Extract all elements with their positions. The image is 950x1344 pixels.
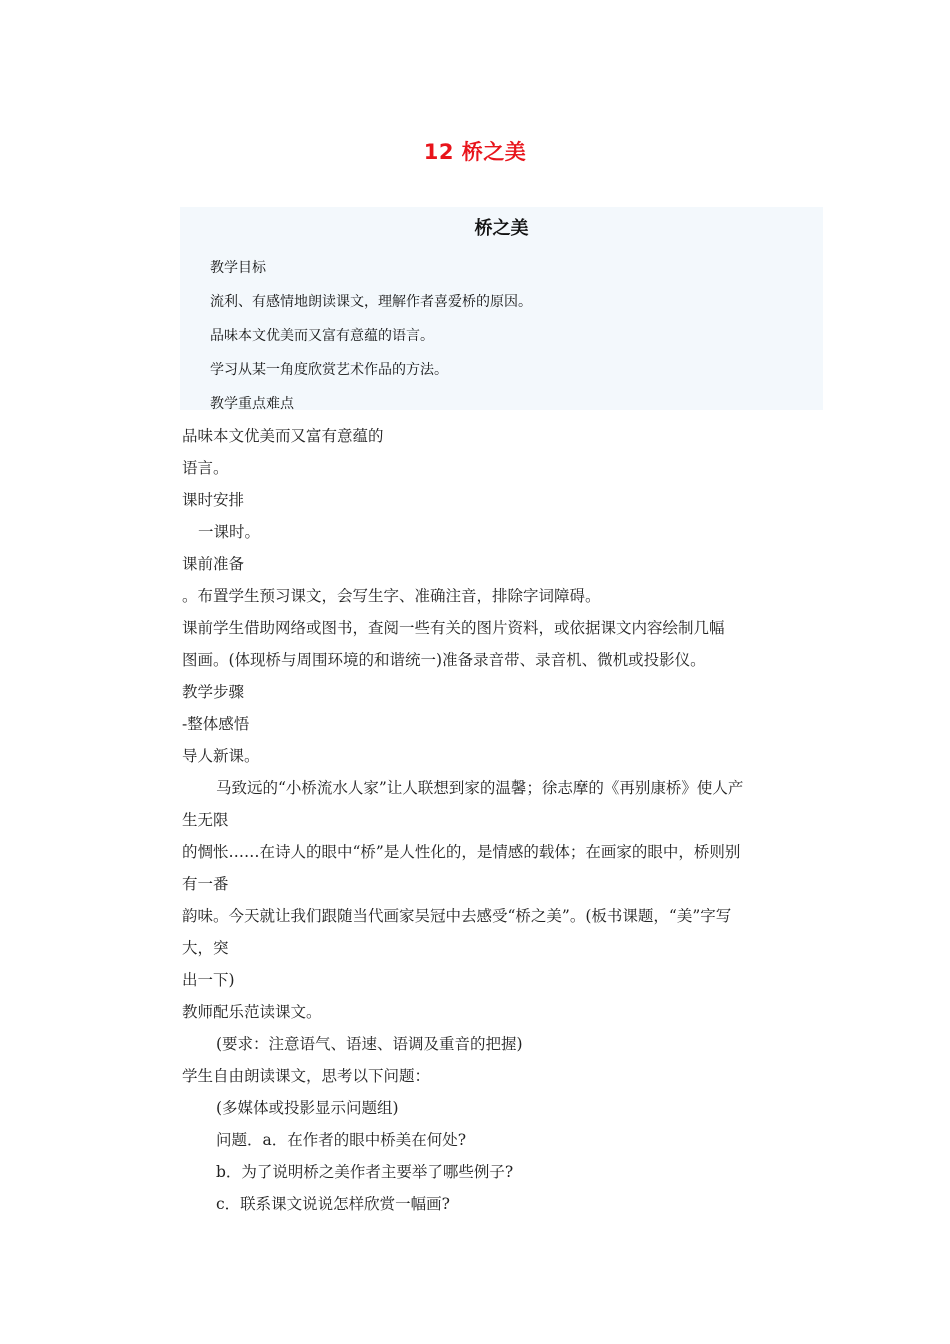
- section-heading-schedule: 课时安排: [182, 491, 245, 509]
- body-line: 学生自由朗读课文，思考以下问题：: [182, 1067, 431, 1085]
- box-item-objective-1: 流利、有感情地朗读课文，理解作者喜爱桥的原因。: [210, 294, 532, 310]
- body-line: 教师配乐范读课文。: [182, 1003, 322, 1021]
- body-line: 出一下): [182, 971, 235, 989]
- body-line: 生无限: [182, 811, 229, 829]
- body-line: 。布置学生预习课文，会写生字、准确注音，排除字词障碍。: [182, 587, 601, 605]
- body-line: 韵味。今天就让我们跟随当代画家吴冠中去感受“桥之美”。(板书课题，“美”字写: [182, 907, 732, 925]
- body-line: 课前学生借助网络或图书，查阅一些有关的图片资料，或依据课文内容绘制几幅: [182, 619, 725, 637]
- box-item-key-points-heading: 教学重点难点: [210, 396, 294, 412]
- section-heading-preparation: 课前准备: [182, 555, 245, 573]
- body-line: 的惆怅……在诗人的眼中“桥”是人性化的，是情感的载体；在画家的眼中，桥则别: [182, 843, 741, 861]
- body-line: 大，突: [182, 939, 229, 957]
- question-c: c．联系课文说说怎样欣赏一幅画?: [216, 1195, 450, 1213]
- document-title: 12 桥之美: [423, 140, 527, 164]
- body-line: (要求：注意语气、语速、语调及重音的把握): [216, 1035, 523, 1053]
- question-b: b．为了说明桥之美作者主要举了哪些例子?: [216, 1163, 514, 1181]
- body-line: (多媒体或投影显示问题组): [216, 1099, 399, 1117]
- body-line: 品味本文优美而又富有意蕴的: [182, 427, 384, 445]
- question-a: 问题．a．在作者的眼中桥美在何处?: [216, 1131, 467, 1149]
- body-line: 有一番: [182, 875, 229, 893]
- box-item-objective-3: 学习从某一角度欣赏艺术作品的方法。: [210, 362, 448, 378]
- body-line: 语言。: [182, 459, 229, 477]
- section-heading-steps: 教学步骤: [182, 683, 245, 701]
- body-line: -整体感悟: [182, 715, 250, 733]
- box-item-objectives-heading: 教学目标: [210, 260, 266, 276]
- box-item-objective-2: 品味本文优美而又富有意蕴的语言。: [210, 328, 434, 344]
- objectives-box: [180, 207, 823, 410]
- body-line: 一课时。: [198, 523, 261, 541]
- box-subtitle: 桥之美: [474, 218, 529, 239]
- body-line: 图画。(体现桥与周围环境的和谐统一)准备录音带、录音机、微机或投影仪。: [182, 651, 706, 669]
- body-line: 马致远的“小桥流水人家”让人联想到家的温馨；徐志摩的《再别康桥》使人产: [216, 779, 744, 797]
- body-line: 导人新课。: [182, 747, 260, 765]
